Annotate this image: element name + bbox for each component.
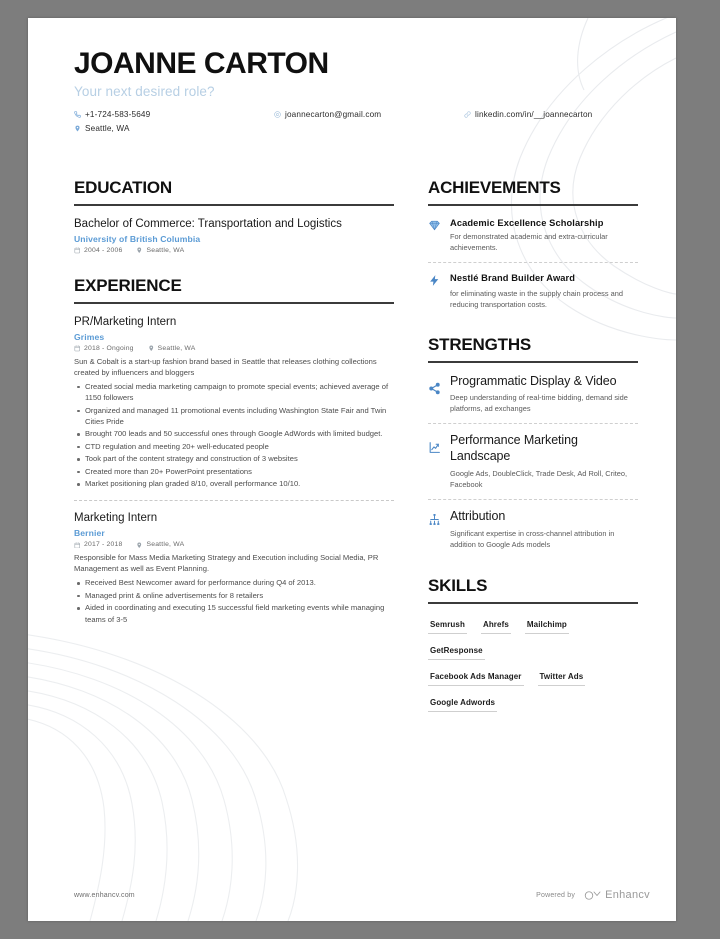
location-pin-icon <box>136 247 146 254</box>
experience-bullets <box>74 381 394 490</box>
skill-tag: Facebook Ads Manager <box>428 672 524 686</box>
strength-item <box>428 374 638 415</box>
experience-dates <box>74 345 134 352</box>
achievement-divider <box>428 262 638 263</box>
list-item: Aided in coordinating and executing 15 successful field marketing events while managing teams of 3-5 <box>74 602 394 625</box>
experience-entry <box>74 511 394 625</box>
contact-phone[interactable] <box>74 110 274 119</box>
achievement-title: Academic Excellence Scholarship <box>450 218 604 228</box>
skill-tag: GetResponse <box>428 646 485 660</box>
experience-bullets <box>74 577 394 625</box>
link-icon <box>464 111 475 118</box>
strength-description: Significant expertise in cross-channel attribution in addition to Google Ads models <box>450 528 615 549</box>
list-item: Organized and managed 11 promotional events including Washington State Fair and Twin Cities Pride <box>74 405 394 428</box>
strength-title: Attribution <box>450 508 506 523</box>
list-item: Created social media marketing campaign to promote special events; achieved average of 1150 followers <box>74 381 394 404</box>
strengths-section-title: STRENGTHS <box>428 334 532 354</box>
education-section-title: EDUCATION <box>74 178 172 197</box>
experience-summary: Sun & Cobalt is a start-up fashion brand based in Seattle that releases clothing collections created by influencers and bloggers <box>74 356 377 377</box>
list-item: Took part of the content strategy and construction of 3 websites <box>74 453 394 464</box>
experience-company: Grimes <box>74 331 105 342</box>
section-rule <box>74 204 394 206</box>
contact-location-text: Seattle, WA <box>85 123 130 133</box>
skills-list <box>428 620 638 724</box>
list-item: Market positioning plan graded 8/10, overall performance 10/10. <box>74 478 394 489</box>
education-degree: Bachelor of Commerce: Transportation and Logistics <box>74 218 342 230</box>
experience-location <box>136 541 184 548</box>
list-item: Received Best Newcomer award for performance during Q4 of 2013. <box>74 577 394 588</box>
left-column <box>74 178 394 643</box>
experience-role: PR/Marketing Intern <box>74 315 177 328</box>
strength-title: Programmatic Display & Video <box>450 373 617 388</box>
contact-phone-text: +1-724-583-5649 <box>85 109 151 119</box>
strengths-section <box>428 335 638 550</box>
footer-website: www.enhancv.com <box>74 892 135 899</box>
experience-dates <box>74 541 122 548</box>
resume-page <box>28 18 676 921</box>
achievements-section <box>428 178 638 311</box>
strength-item <box>428 509 638 550</box>
calendar-icon <box>74 247 84 254</box>
hierarchy-icon <box>428 509 450 526</box>
contact-info <box>74 110 656 138</box>
experience-location-text: Seattle, WA <box>157 344 196 352</box>
footer-branding <box>536 889 650 901</box>
experience-dates-text: 2017 - 2018 <box>84 541 123 549</box>
experience-section-title: EXPERIENCE <box>74 275 182 295</box>
experience-dates-text: 2018 - Ongoing <box>84 344 134 352</box>
phone-icon <box>74 111 85 118</box>
enhancv-logo-icon <box>584 890 601 901</box>
experience-location <box>148 345 196 352</box>
list-item: Created more than 20+ PowerPoint presentations <box>74 466 394 477</box>
resume-header <box>74 48 656 138</box>
email-icon <box>274 111 285 118</box>
contact-email-text: joannecarton@gmail.com <box>285 109 382 119</box>
skill-tag: Mailchimp <box>525 620 569 634</box>
achievement-description: for eliminating waste in the supply chain process and reducing transportation costs. <box>450 289 623 310</box>
strength-description: Google Ads, DoubleClick, Trade Desk, Ad Roll, Criteo, Facebook <box>450 468 628 489</box>
education-entry <box>74 217 394 254</box>
experience-location-text: Seattle, WA <box>146 541 185 549</box>
skills-section <box>428 576 638 724</box>
strength-description: Deep understanding of real-time bidding, demand side platforms, ad exchanges <box>450 393 628 414</box>
achievement-item <box>428 217 638 253</box>
lightning-icon <box>428 272 450 287</box>
education-dates <box>74 247 122 254</box>
section-rule <box>428 602 638 604</box>
experience-company: Bernier <box>74 528 105 539</box>
education-location-text: Seattle, WA <box>146 246 185 254</box>
candidate-tagline: Your next desired role? <box>74 83 215 99</box>
contact-location <box>74 124 274 133</box>
experience-role: Marketing Intern <box>74 512 158 525</box>
right-column <box>428 178 638 742</box>
list-item: Managed print & online advertisements for 8 retailers <box>74 590 394 601</box>
experience-section <box>74 276 394 625</box>
strength-title: Performance Marketing Landscape <box>450 433 578 464</box>
achievement-item <box>428 272 638 310</box>
entry-divider <box>74 500 394 501</box>
chart-line-icon <box>428 433 450 454</box>
skills-section-title: SKILLS <box>428 575 488 595</box>
education-school: University of British Columbia <box>74 233 201 244</box>
achievement-title: Nestlé Brand Builder Award <box>450 273 576 284</box>
contact-linkedin[interactable] <box>464 110 592 119</box>
education-section <box>74 178 394 254</box>
diamond-icon <box>428 217 450 232</box>
education-meta <box>74 247 394 254</box>
strength-divider <box>428 499 638 500</box>
experience-entry <box>74 315 394 489</box>
footer-powered-by-label: Powered by <box>536 891 576 899</box>
section-rule <box>428 361 638 363</box>
skill-tag: Google Adwords <box>428 698 497 712</box>
strength-divider <box>428 423 638 424</box>
contact-linkedin-text: linkedin.com/in/__joannecarton <box>475 109 593 119</box>
experience-meta <box>74 345 394 352</box>
list-item: Brought 700 leads and 50 successful ones through Google AdWords with limited budget. <box>74 428 394 439</box>
calendar-icon <box>74 542 84 549</box>
experience-meta <box>74 541 394 548</box>
strength-item <box>428 433 638 489</box>
location-pin-icon <box>148 345 158 352</box>
section-rule <box>74 302 394 304</box>
achievement-description: For demonstrated academic and extra-curricular achievements. <box>450 232 608 253</box>
calendar-icon <box>74 345 84 352</box>
list-item: CTD regulation and meeting 20+ well-educated people <box>74 441 394 452</box>
experience-summary: Responsible for Mass Media Marketing Strategy and Execution including Social Media, PR Management as well as Event Planning. <box>74 553 379 574</box>
contact-email[interactable] <box>274 110 464 119</box>
achievements-section-title: ACHIEVEMENTS <box>428 178 561 197</box>
footer-brand-name: Enhancv <box>605 889 650 901</box>
section-rule <box>428 204 638 206</box>
share-icon <box>428 374 450 395</box>
candidate-name: JOANNE CARTON <box>74 47 329 80</box>
location-pin-icon <box>136 542 146 549</box>
location-icon <box>74 125 85 132</box>
education-location <box>136 247 184 254</box>
education-dates-text: 2004 - 2006 <box>84 246 123 254</box>
skill-tag: Twitter Ads <box>538 672 586 686</box>
skill-tag: Semrush <box>428 620 467 634</box>
skill-tag: Ahrefs <box>481 620 511 634</box>
